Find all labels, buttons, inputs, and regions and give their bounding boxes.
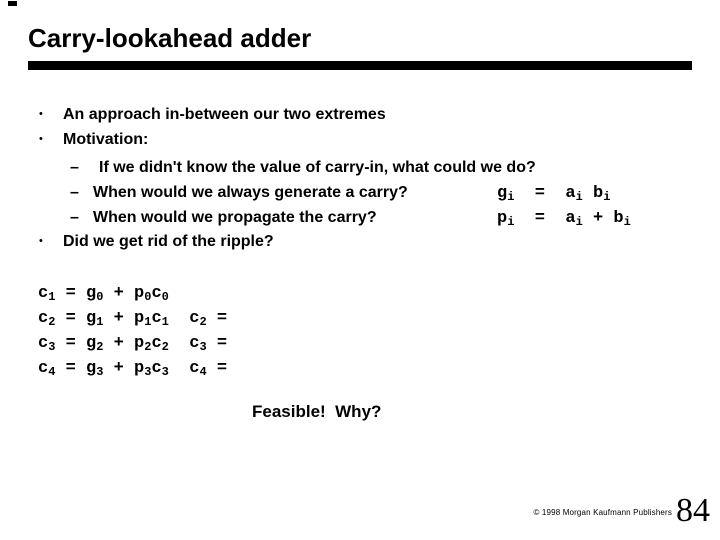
bullet-text: Motivation: [63, 131, 149, 148]
bullet-item [0, 131, 720, 149]
bullet-item [0, 106, 720, 124]
slide-corner-mark [8, 1, 17, 6]
title-underline-rule [28, 61, 692, 70]
sub-bullet-item [0, 184, 720, 202]
propagate-equation: $p_i = a_i + b_i$ [497, 209, 631, 229]
page-number: 84 [676, 492, 710, 529]
dash-bullet-icon: – [70, 159, 79, 176]
slide-title: Carry-lookahead adder [28, 23, 312, 53]
bullet-dot-icon: • [39, 235, 43, 247]
carry-equation-c4: $c_4 = g_3 + p_3c_3$ $c_4$ = [38, 359, 228, 379]
bullet-item [0, 233, 720, 251]
sub-bullet-text: When would we propagate the carry? [93, 209, 377, 226]
bullet-dot-icon: • [39, 108, 43, 120]
bullet-text: Did we get rid of the ripple? [63, 233, 274, 250]
generate-equation: $g_i = a_i$ $b_i$ [497, 184, 611, 204]
emphasis-text: Feasible! Why? [252, 402, 382, 421]
sub-bullet-text: If we didn't know the value of carry-in, what could we do? [99, 159, 536, 176]
sub-bullet-item [0, 159, 720, 177]
carry-equation-c3: $c_3 = g_2 + p_2c_2$ $c_3$ = [38, 334, 228, 354]
copyright-text: © 1998 Morgan Kaufmann Publishers [533, 508, 672, 517]
bullet-text: An approach in-between our two extremes [63, 106, 386, 123]
dash-bullet-icon: – [70, 209, 79, 226]
carry-equation-c2: $c_2 = g_1 + p_1c_1$ $c_2$ = [38, 309, 228, 329]
sub-bullet-text: When would we always generate a carry? [93, 184, 408, 201]
carry-equation-c1: $c_1 = g_0 + p_0c_0$ [38, 284, 169, 304]
bullet-dot-icon: • [39, 133, 43, 145]
dash-bullet-icon: – [70, 184, 79, 201]
